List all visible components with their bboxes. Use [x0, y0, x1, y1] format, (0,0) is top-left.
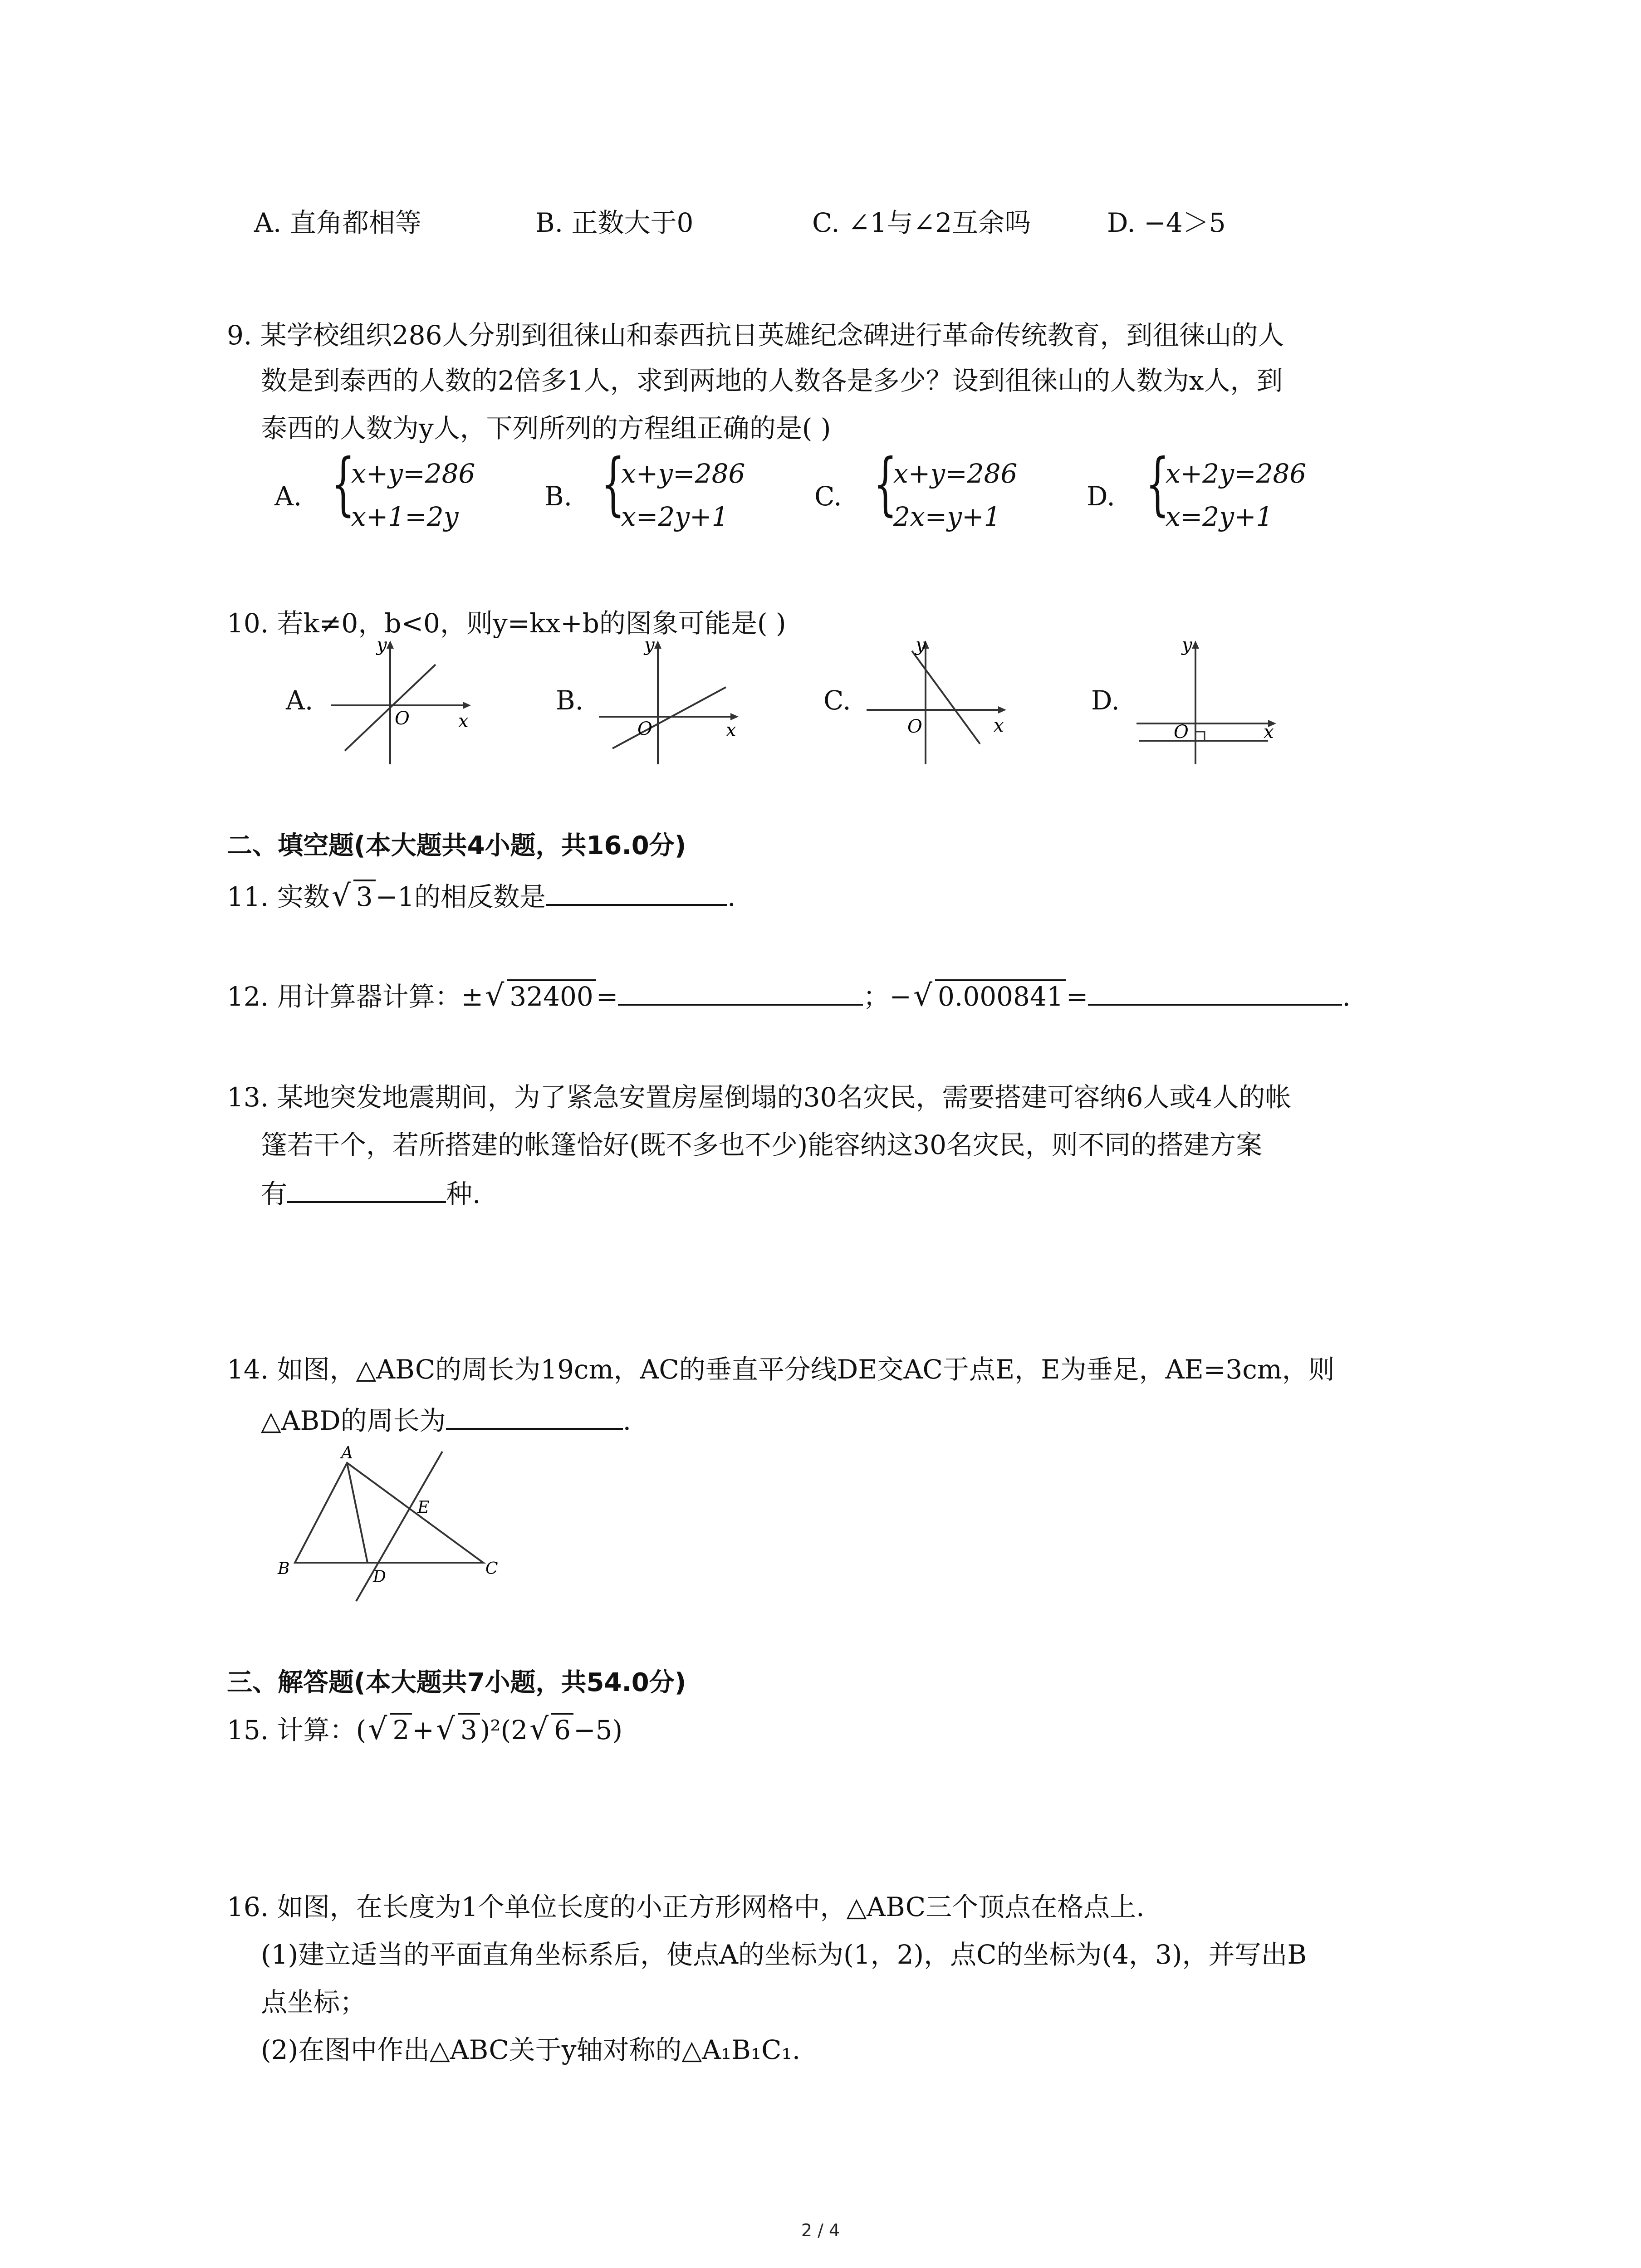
q12-answer-blank-1[interactable] [618, 982, 863, 1006]
q14-answer-blank[interactable] [446, 1406, 623, 1430]
svg-text:O: O [907, 716, 922, 737]
q10-option-d-label: D. [1091, 685, 1120, 716]
q16-line-4: (2)在图中作出△ABC关于y轴对称的△A₁B₁C₁. [261, 2034, 801, 2065]
q8-option-d: D. −4＞5 [1107, 207, 1226, 238]
svg-text:y: y [916, 637, 926, 655]
svg-text:y: y [1182, 637, 1192, 655]
q13-line-3: 有 种. [261, 1178, 481, 1209]
svg-text:O: O [1174, 722, 1189, 743]
svg-text:y: y [377, 637, 387, 655]
q13-line-2: 篷若干个，若所搭建的帐篷恰好(既不多也不少)能容纳这30名灾民，则不同的搭建方案 [261, 1129, 1263, 1160]
q9-line-3: 泰西的人数为y人，下列所列的方程组正确的是( ) [261, 413, 831, 444]
q16-line-2: (1)建立适当的平面直角坐标系后，使点A的坐标为(1，2)，点C的坐标为(4，3)，并写出B [261, 1939, 1307, 1970]
q9-option-c-label: C. [814, 481, 842, 512]
svg-text:B: B [278, 1559, 290, 1578]
q9-line-1: 9. 某学校组织286人分别到徂徕山和泰西抗日英雄纪念碑进行革命传统教育，到徂徕山的人 [227, 320, 1284, 351]
q16-line-1: 16. 如图，在长度为1个单位长度的小正方形网格中，△ABC三个顶点在格点上. [227, 1892, 1145, 1922]
q11: 11. 实数 √ 3 −1的相反数是 . [227, 878, 736, 913]
q9-line-2: 数是到泰西的人数的2倍多1人，求到两地的人数各是多少？设到徂徕山的人数为x人，到 [261, 365, 1283, 396]
svg-text:O: O [637, 719, 652, 739]
q9-option-d-label: D. [1087, 481, 1115, 512]
section-2-heading: 二、填空题(本大题共4小题，共16.0分) [227, 831, 686, 860]
q9-option-a-label: A. [274, 481, 302, 512]
sqrt-icon: √ 3 [436, 1717, 480, 1743]
q10-graph-a [327, 637, 481, 769]
q10-option-c-label: C. [823, 685, 851, 716]
sqrt-icon: √ 32400 [485, 983, 596, 1010]
q13-answer-blank[interactable] [287, 1179, 446, 1203]
q11-answer-blank[interactable] [546, 882, 727, 906]
q12: 12. 用计算器计算：± √ 32400 = ；− √ 0.000841 = . [227, 978, 1351, 1013]
svg-text:A: A [341, 1444, 353, 1462]
svg-text:y: y [644, 637, 655, 655]
q13-line-1: 13. 某地突发地震期间，为了紧急安置房屋倒塌的30名灾民，需要搭建可容纳6人或4人的帐 [227, 1082, 1292, 1113]
q8-option-b: B. 正数大于0 [535, 207, 694, 238]
q15: 15. 计算：( √ 2 + √ 3 )²(2 √ 6 −5) [227, 1711, 623, 1746]
svg-text:x: x [726, 720, 736, 741]
sqrt-icon: √ 6 [529, 1717, 573, 1743]
q8-option-a: A. 直角都相等 [254, 207, 421, 238]
brace-icon: { [873, 445, 897, 523]
brace-icon: { [331, 445, 355, 523]
section-3-heading: 三、解答题(本大题共7小题，共54.0分) [227, 1668, 686, 1697]
q16-line-3: 点坐标； [261, 1987, 367, 2018]
svg-text:x: x [994, 715, 1004, 736]
q14-triangle-figure [268, 1438, 522, 1610]
q8-option-c: C. ∠1与∠2互余吗 [812, 207, 1031, 238]
svg-text:O: O [395, 708, 410, 729]
q14-line-2: △ABD的周长为 . [261, 1405, 632, 1436]
sqrt-icon: √ 2 [368, 1717, 412, 1743]
svg-text:x: x [1264, 722, 1274, 743]
sqrt-icon: √ 0.000841 [913, 983, 1066, 1010]
svg-text:E: E [417, 1498, 430, 1517]
page-number: 2 / 4 [801, 2220, 840, 2240]
sqrt-icon: √ 3 [332, 884, 376, 910]
q10-option-a-label: A. [286, 685, 314, 716]
q10-text: 10. 若k≠0，b<0，则y=kx+b的图象可能是( ) [227, 608, 786, 639]
svg-text:C: C [485, 1559, 498, 1578]
svg-text:D: D [373, 1568, 386, 1586]
q14-line-1: 14. 如图，△ABC的周长为19cm，AC的垂直平分线DE交AC于点E，E为垂足，AE=3cm，则 [227, 1354, 1335, 1385]
q10-graph-c [862, 637, 1016, 769]
brace-icon: { [601, 445, 625, 523]
svg-text:x: x [458, 711, 469, 732]
q10-graph-d [1132, 637, 1286, 769]
q10-graph-b [594, 637, 749, 769]
q10-option-b-label: B. [556, 685, 584, 716]
q12-answer-blank-2[interactable] [1088, 982, 1342, 1006]
brace-icon: { [1146, 445, 1170, 523]
q9-option-b-label: B. [544, 481, 573, 512]
